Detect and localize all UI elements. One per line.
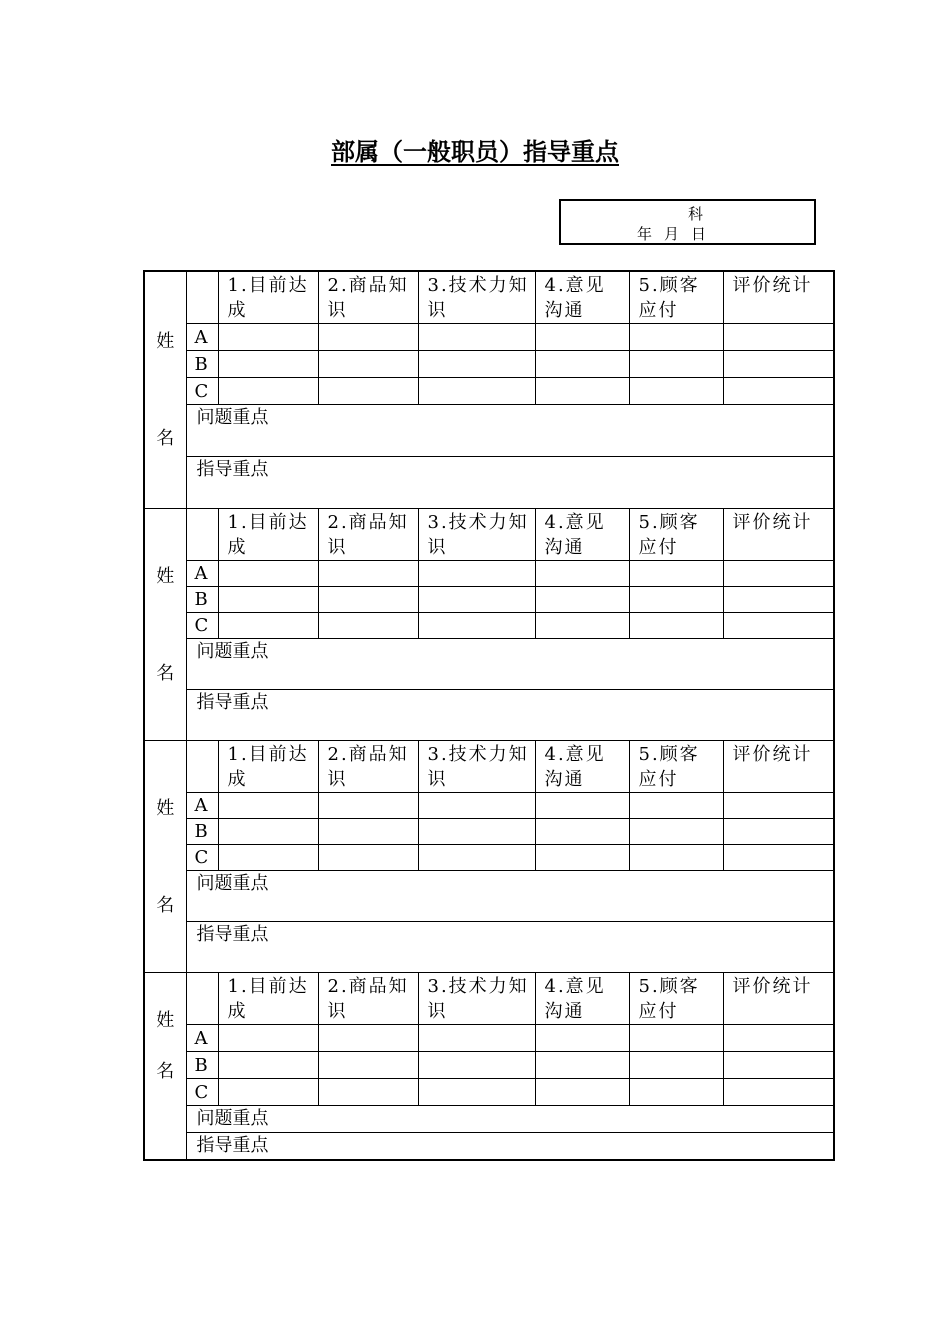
table-row (144, 378, 834, 405)
name-cell[interactable] (144, 973, 186, 1160)
input-cell[interactable] (218, 819, 318, 845)
input-cell[interactable] (218, 1079, 318, 1106)
input-cell[interactable] (318, 793, 418, 819)
input-cell[interactable] (535, 378, 629, 405)
col-header: 5.顾客应付 (629, 509, 723, 561)
problem-row (144, 639, 834, 690)
input-cell[interactable] (535, 1052, 629, 1079)
col-header: 1.目前达成 (218, 973, 318, 1025)
input-cell[interactable] (218, 845, 318, 871)
input-cell[interactable] (535, 819, 629, 845)
row-label: B (186, 587, 218, 613)
problem-focus-cell[interactable] (186, 639, 834, 690)
input-cell[interactable] (418, 561, 535, 587)
input-cell[interactable] (218, 587, 318, 613)
table-row (144, 1052, 834, 1079)
input-cell[interactable] (218, 351, 318, 378)
col-header: 4.意见沟通 (535, 741, 629, 793)
input-cell[interactable] (318, 1025, 418, 1052)
year-label: 年 (637, 225, 653, 243)
name-char-xing: 姓 (156, 1009, 175, 1031)
problem-focus-label: 问题重点 (196, 407, 269, 428)
problem-focus-label: 问题重点 (196, 641, 269, 662)
problem-row (144, 405, 834, 457)
name-char-xing: 姓 (156, 331, 175, 352)
input-cell[interactable] (723, 587, 834, 613)
problem-focus-cell[interactable] (186, 405, 834, 457)
input-cell[interactable] (535, 1025, 629, 1052)
input-cell[interactable] (535, 1079, 629, 1106)
input-cell[interactable] (629, 819, 723, 845)
guidance-focus-cell[interactable] (186, 457, 834, 509)
problem-focus-cell[interactable] (186, 871, 834, 922)
input-cell[interactable] (535, 613, 629, 639)
input-cell[interactable] (629, 793, 723, 819)
input-cell[interactable] (418, 845, 535, 871)
input-cell[interactable] (723, 1052, 834, 1079)
input-cell[interactable] (723, 324, 834, 351)
input-cell[interactable] (535, 324, 629, 351)
input-cell[interactable] (629, 351, 723, 378)
header-row (144, 509, 834, 561)
input-cell[interactable] (218, 1025, 318, 1052)
page-title: 部属（一般职员）指导重点 (331, 138, 619, 166)
input-cell[interactable] (418, 1079, 535, 1106)
name-cell[interactable] (144, 509, 186, 741)
header-row (144, 741, 834, 793)
input-cell[interactable] (535, 561, 629, 587)
name-char-ming: 名 (156, 1060, 175, 1082)
input-cell[interactable] (629, 1079, 723, 1106)
input-cell[interactable] (318, 561, 418, 587)
input-cell[interactable] (418, 324, 535, 351)
col-header: 4.意见沟通 (535, 271, 629, 324)
input-cell[interactable] (723, 378, 834, 405)
input-cell[interactable] (418, 587, 535, 613)
input-cell[interactable] (629, 845, 723, 871)
col-header: 5.顾客应付 (629, 973, 723, 1025)
input-cell[interactable] (418, 613, 535, 639)
input-cell[interactable] (218, 613, 318, 639)
input-cell[interactable] (218, 1052, 318, 1079)
input-cell[interactable] (418, 1025, 535, 1052)
row-label: C (186, 845, 218, 871)
table-row (144, 1079, 834, 1106)
guidance-focus-label: 指导重点 (196, 924, 269, 945)
input-cell[interactable] (318, 1079, 418, 1106)
col-header: 2.商品知识 (318, 509, 418, 561)
input-cell[interactable] (629, 1052, 723, 1079)
input-cell[interactable] (629, 561, 723, 587)
input-cell[interactable] (535, 351, 629, 378)
input-cell[interactable] (318, 351, 418, 378)
input-cell[interactable] (723, 561, 834, 587)
input-cell[interactable] (629, 1025, 723, 1052)
name-cell[interactable] (144, 271, 186, 509)
name-char-xing: 姓 (156, 797, 175, 819)
row-label: A (186, 561, 218, 587)
corner-cell (186, 973, 218, 1025)
table-row (144, 613, 834, 639)
input-cell[interactable] (318, 324, 418, 351)
table-row (144, 324, 834, 351)
row-label: C (186, 378, 218, 405)
input-cell[interactable] (629, 613, 723, 639)
day-label: 日 (691, 225, 707, 243)
col-header: 评价统计 (723, 509, 834, 561)
input-cell[interactable] (418, 1052, 535, 1079)
input-cell[interactable] (535, 845, 629, 871)
row-label: A (186, 324, 218, 351)
col-header: 评价统计 (723, 973, 834, 1025)
col-header: 5.顾客应付 (629, 271, 723, 324)
input-cell[interactable] (318, 1052, 418, 1079)
header-row (144, 271, 834, 324)
input-cell[interactable] (723, 351, 834, 378)
input-cell[interactable] (418, 793, 535, 819)
problem-row (144, 1106, 834, 1133)
name-char-ming: 名 (156, 662, 175, 684)
corner-cell (186, 509, 218, 561)
table-row (144, 561, 834, 587)
problem-row (144, 871, 834, 922)
guide-row (144, 1133, 834, 1160)
problem-focus-label: 问题重点 (196, 1108, 269, 1129)
input-cell[interactable] (318, 845, 418, 871)
table-row (144, 587, 834, 613)
row-label: B (186, 1052, 218, 1079)
col-header: 2.商品知识 (318, 973, 418, 1025)
input-cell[interactable] (723, 819, 834, 845)
col-header: 1.目前达成 (218, 509, 318, 561)
col-header: 4.意见沟通 (535, 509, 629, 561)
table-row (144, 351, 834, 378)
input-cell[interactable] (318, 378, 418, 405)
table-row (144, 793, 834, 819)
date-labels (637, 223, 706, 244)
input-cell[interactable] (418, 351, 535, 378)
guide-row (144, 922, 834, 973)
table-row (144, 1025, 834, 1052)
row-label: B (186, 351, 218, 378)
date-info-box (559, 199, 816, 245)
input-cell[interactable] (218, 793, 318, 819)
input-cell[interactable] (535, 587, 629, 613)
table-row (144, 819, 834, 845)
guidance-focus-cell[interactable] (186, 1133, 834, 1160)
row-label: C (186, 1079, 218, 1106)
row-label: A (186, 793, 218, 819)
input-cell[interactable] (535, 793, 629, 819)
input-cell[interactable] (723, 1025, 834, 1052)
input-cell[interactable] (418, 819, 535, 845)
table-row (144, 845, 834, 871)
col-header: 1.目前达成 (218, 271, 318, 324)
name-cell[interactable] (144, 741, 186, 973)
input-cell[interactable] (418, 378, 535, 405)
input-cell[interactable] (629, 378, 723, 405)
name-char-ming: 名 (156, 428, 175, 449)
input-cell[interactable] (318, 587, 418, 613)
input-cell[interactable] (218, 561, 318, 587)
row-label: C (186, 613, 218, 639)
col-header: 评价统计 (723, 741, 834, 793)
input-cell[interactable] (629, 324, 723, 351)
guidance-focus-label: 指导重点 (196, 692, 269, 713)
guidance-table (143, 270, 835, 1161)
input-cell[interactable] (723, 793, 834, 819)
col-header: 1.目前达成 (218, 741, 318, 793)
guidance-focus-label: 指导重点 (196, 459, 269, 480)
row-label: B (186, 819, 218, 845)
guide-row (144, 457, 834, 509)
name-char-ming: 名 (156, 894, 175, 916)
guide-row (144, 690, 834, 741)
col-header: 2.商品知识 (318, 271, 418, 324)
dept-label: 科 (688, 205, 704, 223)
row-label: A (186, 1025, 218, 1052)
col-header: 2.商品知识 (318, 741, 418, 793)
input-cell[interactable] (218, 378, 318, 405)
header-row (144, 973, 834, 1025)
input-cell[interactable] (723, 845, 834, 871)
guidance-focus-cell[interactable] (186, 690, 834, 741)
col-header: 3.技术力知识 (418, 741, 535, 793)
col-header: 5.顾客应付 (629, 741, 723, 793)
col-header: 3.技术力知识 (418, 973, 535, 1025)
month-label: 月 (664, 225, 680, 243)
col-header: 3.技术力知识 (418, 509, 535, 561)
input-cell[interactable] (629, 587, 723, 613)
input-cell[interactable] (723, 1079, 834, 1106)
input-cell[interactable] (218, 324, 318, 351)
guidance-focus-cell[interactable] (186, 922, 834, 973)
input-cell[interactable] (318, 819, 418, 845)
input-cell[interactable] (318, 613, 418, 639)
corner-cell (186, 271, 218, 324)
input-cell[interactable] (723, 613, 834, 639)
col-header: 3.技术力知识 (418, 271, 535, 324)
problem-focus-cell[interactable] (186, 1106, 834, 1133)
problem-focus-label: 问题重点 (196, 873, 269, 894)
guidance-focus-label: 指导重点 (196, 1135, 269, 1156)
col-header: 4.意见沟通 (535, 973, 629, 1025)
col-header: 评价统计 (723, 271, 834, 324)
corner-cell (186, 741, 218, 793)
name-char-xing: 姓 (156, 565, 175, 587)
